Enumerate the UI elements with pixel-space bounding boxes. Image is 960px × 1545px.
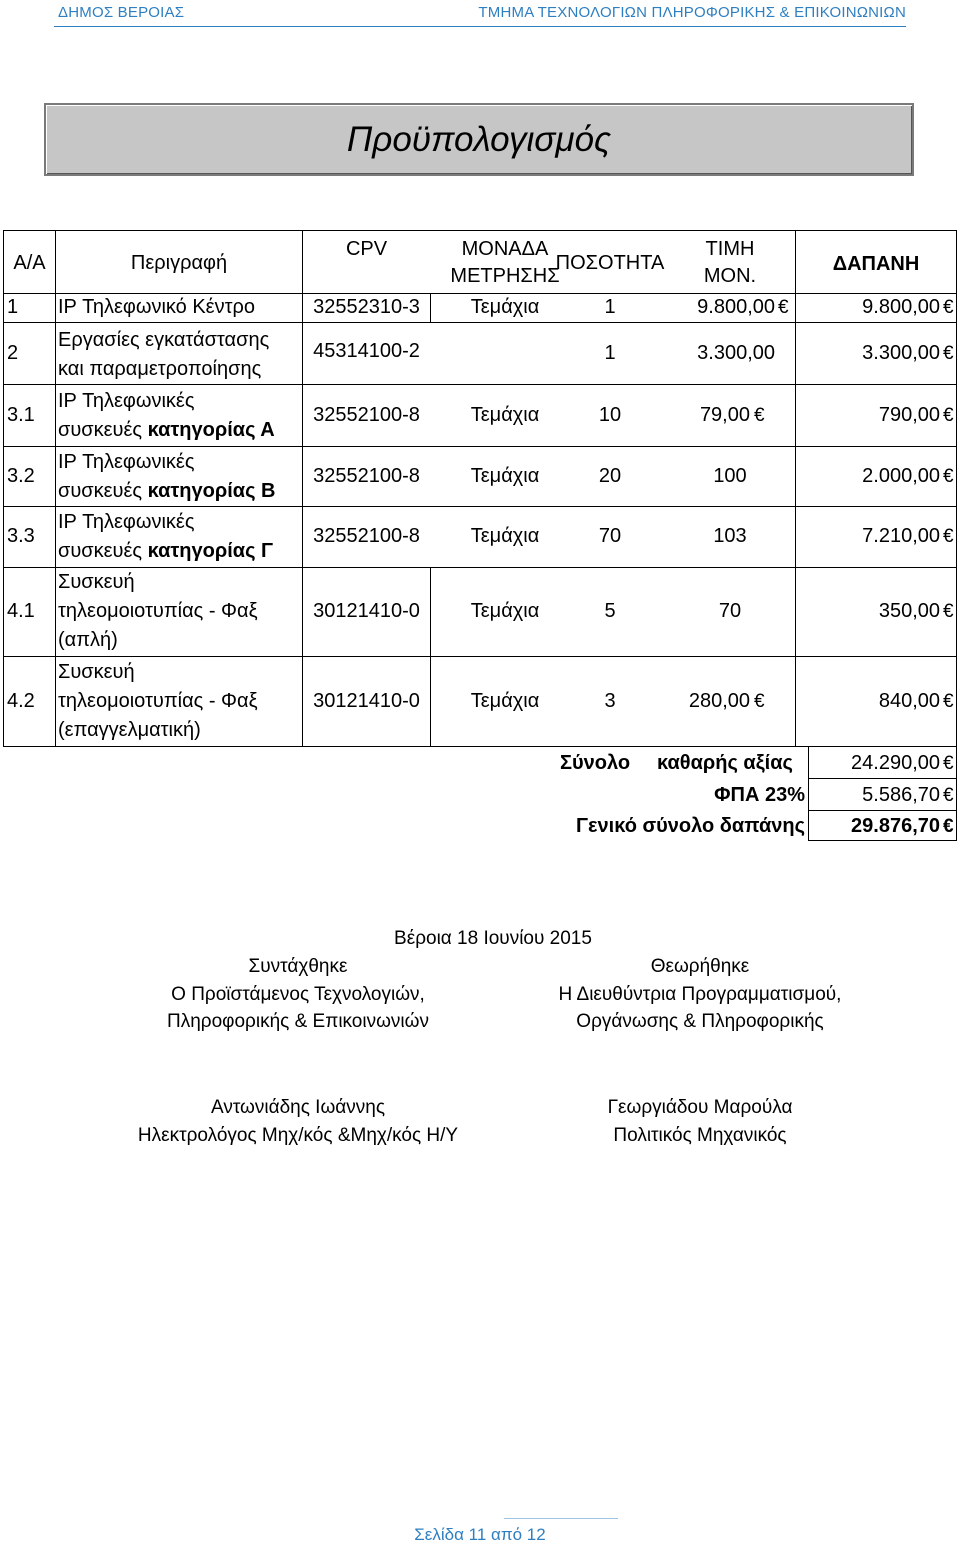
row-description-line2: συσκευές κατηγορίας Α (58, 419, 275, 441)
grid-line (3, 746, 957, 747)
row-description-line2: τηλεομοιοτυπίας - Φαξ (58, 600, 258, 622)
grand-total-value: 29.876,70 (851, 815, 940, 837)
vat-label: ΦΠΑ 23% (714, 784, 805, 806)
row-description-line1: IP Τηλεφωνικές (58, 511, 195, 533)
header-organization: ΔΗΜΟΣ ΒΕΡΟΙΑΣ (58, 4, 185, 21)
right-sig-title: Πολιτικός Μηχανικός (613, 1125, 787, 1146)
left-sig-role-line1: Ο Προϊστάμενος Τεχνολογιών, (171, 984, 425, 1005)
right-sig-role-line2: Οργάνωσης & Πληροφορικής (576, 1011, 824, 1032)
row-description-line2: συσκευές κατηγορίας Β (58, 480, 276, 502)
row-cost: 9.800,00 (862, 296, 940, 318)
row-cpv: 32552100-8 (313, 465, 420, 487)
euro-sign: € (754, 405, 765, 426)
row-cpv: 30121410-0 (313, 690, 420, 712)
grid-line (3, 384, 957, 385)
row-description-line1: Συσκευή (58, 571, 135, 593)
row-description-line2: τηλεομοιοτυπίας - Φαξ (58, 690, 258, 712)
grid-line (808, 778, 957, 779)
row-price: 280,00 (688, 690, 750, 712)
row-unit: Τεμάχια (470, 525, 540, 547)
row-price: 9.800,00 (697, 296, 775, 318)
grid-line (3, 567, 957, 568)
grand-total-label: Γενικό σύνολο δαπάνης (576, 815, 805, 837)
row-description-line3: (επαγγελματική) (58, 719, 201, 741)
row-quantity: 70 (598, 525, 622, 547)
row-price: 3.300,00 (697, 342, 775, 364)
page-number: Σελίδα 11 από 12 (414, 1525, 546, 1544)
row-quantity: 3 (604, 690, 616, 712)
grid-line (430, 567, 431, 746)
row-price: 100 (713, 465, 747, 487)
euro-sign: € (943, 405, 954, 426)
vat-value: 5.586,70 (862, 784, 940, 806)
row-description-line2: και παραμετροποίησης (58, 358, 262, 380)
row-description-line1: Εργασίες εγκατάστασης (58, 329, 270, 351)
row-aa: 4.1 (7, 600, 35, 622)
row-quantity: 1 (604, 296, 616, 318)
net-total-label-b: καθαρής αξίας (657, 752, 793, 774)
row-cpv: 30121410-0 (313, 600, 420, 622)
row-quantity: 20 (598, 465, 622, 487)
euro-sign: € (943, 816, 954, 837)
col-header-quantity: ΠΟΣΟΤΗΤΑ (555, 252, 665, 274)
row-aa: 1 (7, 296, 19, 318)
row-description-line1: IP Τηλεφωνικές (58, 390, 195, 412)
col-header-cpv: CPV (345, 238, 388, 260)
col-header-cost: ΔΑΠΑΝΗ (832, 253, 920, 275)
place-date: Βέροια 18 Ιουνίου 2015 (394, 928, 592, 949)
col-header-price-line1: ΤΙΜΗ (705, 238, 755, 260)
row-cost: 790,00 (878, 404, 940, 426)
row-aa: 4.2 (7, 690, 35, 712)
grid-line (808, 840, 957, 841)
euro-sign: € (754, 691, 765, 712)
right-sig-name: Γεωργιάδου Μαρούλα (607, 1097, 793, 1118)
row-cpv: 45314100-2 (313, 340, 420, 362)
euro-sign: € (943, 785, 954, 806)
row-cpv: 32552100-8 (313, 525, 420, 547)
col-header-unit-line1: ΜΟΝΑΔΑ (461, 238, 549, 260)
row-cpv: 32552310-3 (313, 296, 420, 318)
row-unit: Τεμάχια (470, 690, 540, 712)
row-cost: 350,00 (878, 600, 940, 622)
col-header-unit-line2: ΜΕΤΡΗΣΗΣ (450, 265, 560, 287)
net-total-value: 24.290,00 (851, 752, 940, 774)
row-quantity: 10 (598, 404, 622, 426)
footer-divider (504, 1518, 618, 1519)
grid-line (3, 322, 957, 323)
col-header-aa: Α/Α (13, 252, 46, 274)
euro-sign: € (943, 526, 954, 547)
grid-line (3, 506, 957, 507)
row-aa: 3.3 (7, 525, 35, 547)
euro-sign: € (943, 466, 954, 487)
grid-line (3, 230, 4, 746)
euro-sign: € (778, 297, 789, 318)
row-unit: Τεμάχια (470, 404, 540, 426)
row-price: 79,00 (699, 404, 750, 426)
left-sig-name: Αντωνιάδης Ιωάννης (210, 1097, 385, 1118)
row-quantity: 5 (604, 600, 616, 622)
grid-line (3, 230, 957, 231)
title-box (44, 103, 914, 176)
row-description-line1: IP Τηλεφωνικές (58, 451, 195, 473)
row-unit: Τεμάχια (470, 465, 540, 487)
net-total-label-a: Σύνολο (560, 752, 631, 774)
row-cost: 840,00 (878, 690, 940, 712)
left-sig-role-line2: Πληροφορικής & Επικοινωνιών (167, 1011, 429, 1032)
row-cpv: 32552100-8 (313, 404, 420, 426)
grid-line (808, 746, 809, 841)
row-cost: 2.000,00 (862, 465, 940, 487)
row-price: 103 (713, 525, 747, 547)
row-aa: 3.2 (7, 465, 35, 487)
euro-sign: € (943, 297, 954, 318)
col-header-description: Περιγραφή (130, 252, 228, 274)
grid-line (808, 810, 957, 811)
row-quantity: 1 (604, 342, 616, 364)
row-cost: 3.300,00 (862, 342, 940, 364)
grid-line (795, 230, 796, 746)
row-price: 70 (718, 600, 742, 622)
page-title: Προϋπολογισμός (346, 119, 612, 159)
grid-line (3, 656, 957, 657)
left-sig-heading: Συντάχθηκε (248, 956, 348, 977)
grid-line (55, 230, 56, 746)
grid-line (3, 446, 957, 447)
euro-sign: € (943, 343, 954, 364)
row-unit: Τεμάχια (470, 600, 540, 622)
header-divider (54, 26, 906, 27)
row-description-line1: Συσκευή (58, 661, 135, 683)
euro-sign: € (943, 753, 954, 774)
header-department: ΤΜΗΜΑ ΤΕΧΝΟΛΟΓΙΩΝ ΠΛΗΡΟΦΟΡΙΚΗΣ & ΕΠΙΚΟΙΝΩΝΙΩΝ (478, 4, 906, 21)
row-aa: 2 (7, 342, 19, 364)
row-cost: 7.210,00 (862, 525, 940, 547)
euro-sign: € (943, 601, 954, 622)
grid-line (956, 230, 957, 841)
euro-sign: € (943, 691, 954, 712)
left-sig-title: Ηλεκτρολόγος Μηχ/κός &Μηχ/κός Η/Υ (137, 1125, 459, 1146)
right-sig-heading: Θεωρήθηκε (650, 956, 750, 977)
col-header-price-line2: ΜΟΝ. (703, 265, 757, 287)
row-unit: Τεμάχια (470, 296, 540, 318)
row-description-line2: συσκευές κατηγορίας Γ (58, 540, 274, 562)
row-description-line3: (απλή) (58, 629, 118, 651)
right-sig-role-line1: Η Διευθύντρια Προγραμματισμού, (558, 984, 842, 1005)
row-aa: 3.1 (7, 404, 35, 426)
row-description: IP Τηλεφωνικό Κέντρο (58, 296, 256, 318)
